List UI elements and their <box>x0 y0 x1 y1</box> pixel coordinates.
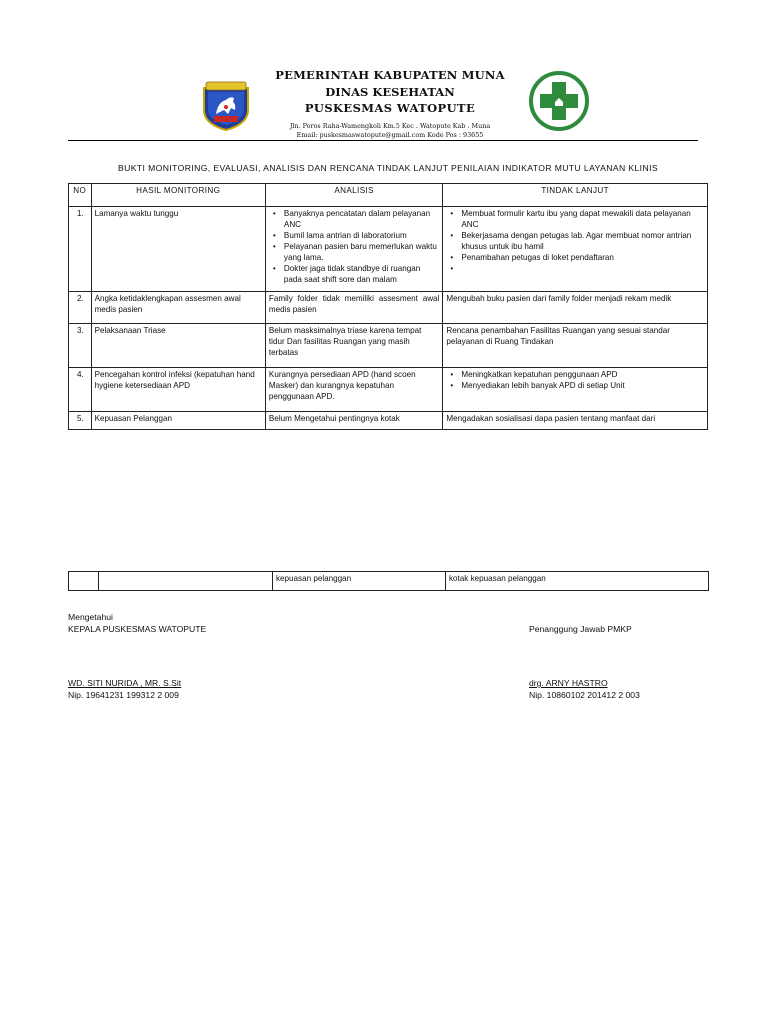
table-row <box>69 572 709 591</box>
list-item: • Banyaknya pencatatan dalam pelayanan ANC <box>284 208 439 230</box>
tindak-cell: Mengadakan sosialisasi dapa pasien tentang manfaat dari <box>443 412 708 430</box>
table-header-row <box>69 184 708 207</box>
letterhead-divider <box>68 140 698 141</box>
header-hasil: HASIL MONITORING <box>91 184 265 207</box>
letterhead-email: Email: puskesmaswatopute@gmail.com Kode Pos : 93655 <box>296 131 484 139</box>
list-item: • Dokter jaga tidak standbye di ruangan pada saat shift sore dan malam <box>284 263 439 285</box>
health-cross-logo-icon <box>528 70 590 132</box>
row-number: 1. <box>69 207 92 292</box>
hasil-cell: Pencegahan kontrol infeksi (kepatuhan hand hygiene ketersediaan APD <box>91 368 265 412</box>
header-analisis: ANALISIS <box>265 184 442 207</box>
tindak-cell: Mengubah buku pasien dari family folder menjadi rekam medik <box>443 292 708 324</box>
analisis-cell: kepuasan pelanggan <box>273 572 446 591</box>
right-signatory-nip: Nip. 10860102 201412 2 003 <box>529 690 640 700</box>
list-item: • Membuat formulir kartu ibu yang dapat mewakili data pelayanan ANC <box>461 208 704 230</box>
monitoring-table <box>68 183 708 430</box>
letterhead-address: Jln. Poros Raha-Wamengkoli Km.5 Kec . Watopute Kab . Muna <box>289 122 491 130</box>
row-number: 2. <box>69 292 92 324</box>
tindak-cell: kotak kepuasan pelanggan <box>446 572 709 591</box>
right-signatory-title: Penanggung Jawab PMKP <box>529 624 632 634</box>
hasil-cell: Kepuasan Pelanggan <box>91 412 265 430</box>
letterhead-line-3: PUSKESMAS WATOPUTE <box>304 101 476 115</box>
analisis-cell: Belum masksimalnya triase karena tempat tidur Dan fasilitas Ruangan yang masih terbatas <box>265 324 442 368</box>
list-item: • Bumil lama antrian di laboratorium <box>284 230 439 241</box>
letterhead-line-2: DINAS KESEHATAN <box>325 85 455 99</box>
tindak-cell <box>443 207 708 292</box>
list-item: • Menyediakan lebih banyak APD di setiap Unit <box>461 380 704 391</box>
table-row <box>69 324 708 368</box>
list-item: • Bekerjasama dengan petugas lab. Agar membuat nomor antrian khusus untuk ibu hamil <box>461 230 704 252</box>
letterhead-line-1: PEMERINTAH KABUPATEN MUNA <box>275 68 505 82</box>
hasil-cell: Pelaksanaan Triase <box>91 324 265 368</box>
tindak-cell <box>443 368 708 412</box>
hasil-cell: Lamanya waktu tunggu <box>91 207 265 292</box>
left-signatory-name: WD. SITI NURIDA , MR. S.Sit <box>68 678 182 688</box>
hasil-cell <box>99 572 273 591</box>
right-signatory-name: drg. ARNY HASTRO <box>529 678 608 688</box>
header-no: NO <box>69 184 92 207</box>
row-number: 3. <box>69 324 92 368</box>
mengetahui-label: Mengetahui <box>68 612 113 622</box>
list-item: • Pelayanan pasien baru memerlukan waktu yang lama. <box>284 241 439 263</box>
continuation-table <box>68 571 709 591</box>
list-item: • Penambahan petugas di loket pendaftaran <box>461 252 704 263</box>
table-row <box>69 207 708 292</box>
table-row <box>69 368 708 412</box>
row-number <box>69 572 99 591</box>
tindak-cell: Rencana penambahan Fasilitas Ruangan yang sesuai standar pelayanan di Ruang Tindakan <box>443 324 708 368</box>
table-row <box>69 412 708 430</box>
left-signatory-title: KEPALA PUSKESMAS WATOPUTE <box>68 624 207 634</box>
table-row <box>69 292 708 324</box>
document-title: BUKTI MONITORING, EVALUASI, ANALISIS DAN RENCANA TINDAK LANJUT PENILAIAN INDIKATOR MUTU LAYANAN KLINIS <box>118 163 658 173</box>
row-number: 4. <box>69 368 92 412</box>
analisis-cell: Family folder tidak memiliki assesment awal medis pasien <box>265 292 442 324</box>
analisis-cell <box>265 207 442 292</box>
hasil-cell: Angka ketidaklengkapan assesmen awal medis pasien <box>91 292 265 324</box>
letterhead <box>0 60 768 142</box>
analisis-cell: Belum Mengetahui pentingnya kotak <box>265 412 442 430</box>
analisis-cell: Kurangnya persediaan APD (hand scoen Masker) dan kurangnya kepatuhan penggunaan APD. <box>265 368 442 412</box>
left-signatory-nip: Nip. 19641231 199312 2 009 <box>68 690 179 700</box>
row-number: 5. <box>69 412 92 430</box>
header-tindak: TINDAK LANJUT <box>443 184 708 207</box>
list-item: • Meningkatkan kepatuhan penggunaan APD <box>461 369 704 380</box>
